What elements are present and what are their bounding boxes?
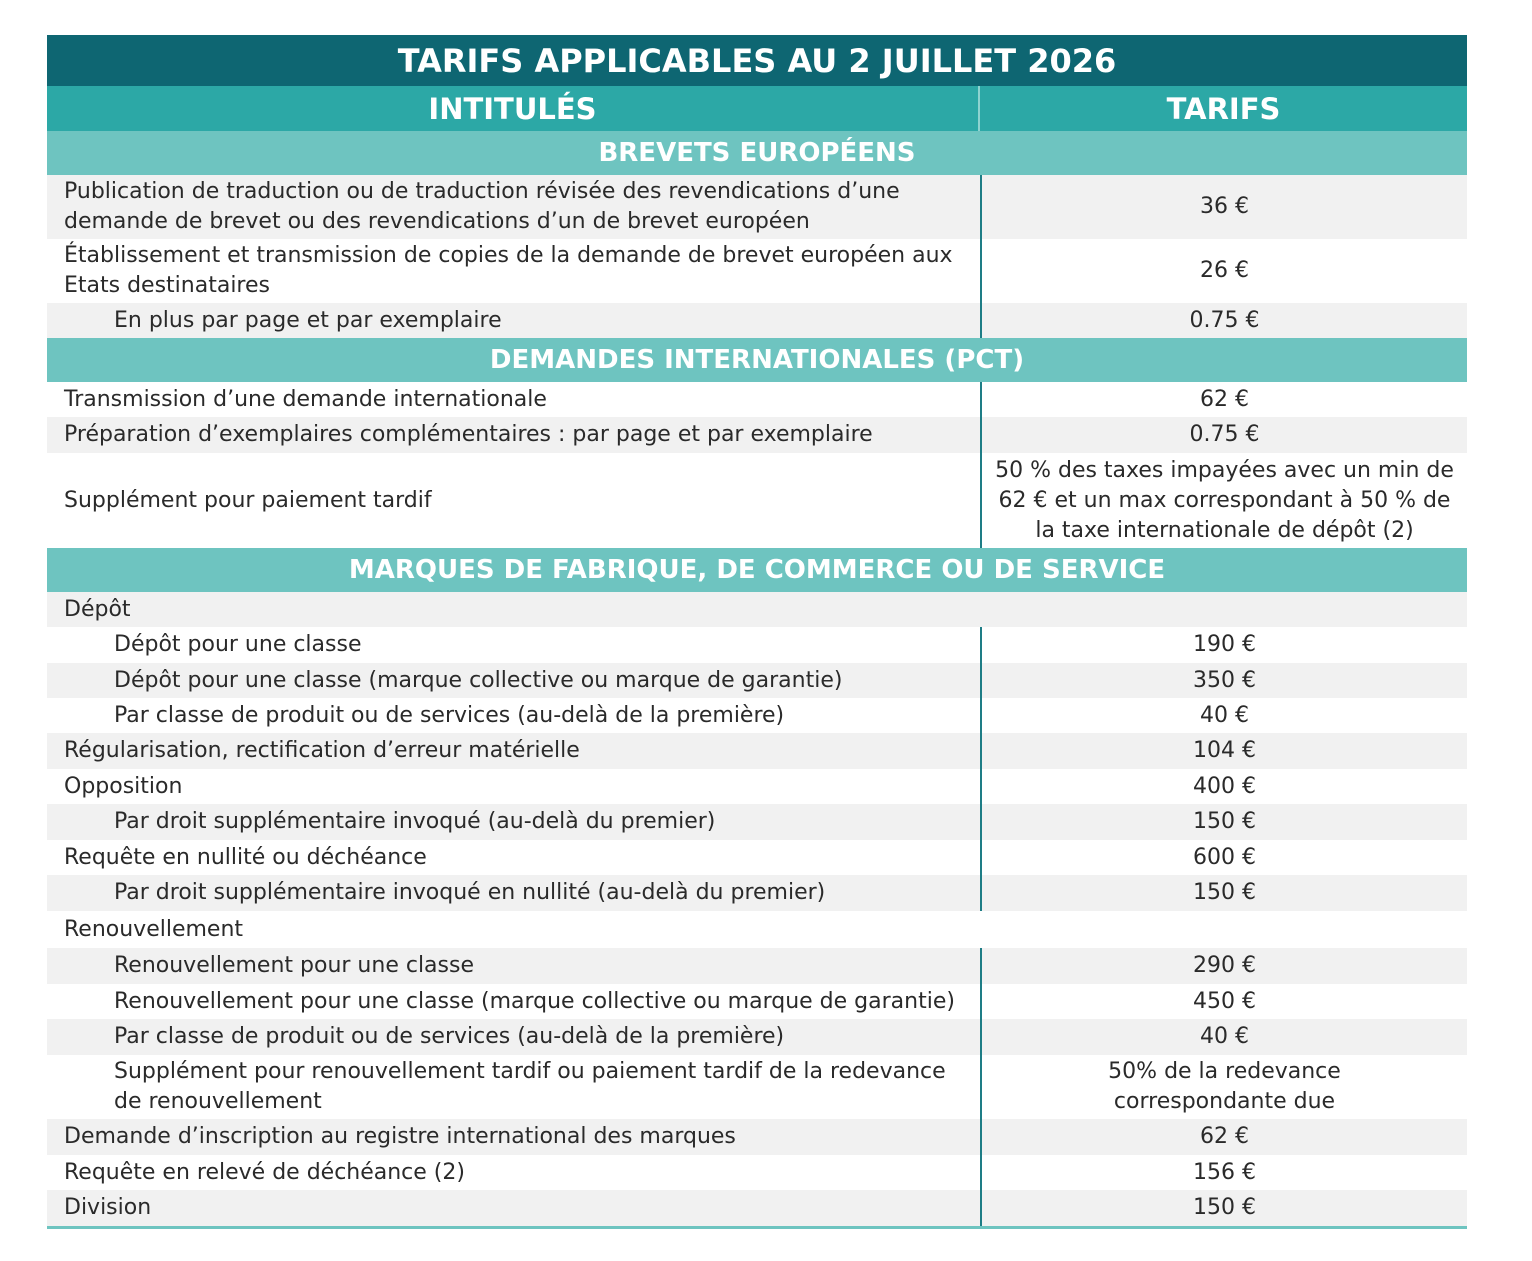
header-tarifs: TARIFS [1166,91,1281,126]
table-row [47,1119,1467,1155]
table-row [47,1019,1467,1055]
header-intitules: INTITULÉS [47,86,980,131]
row-value: 400 € [980,769,1467,804]
table-row [47,984,1467,1019]
row-label: Dépôt [64,596,131,622]
row-value: 600 € [980,840,1467,875]
row-label: Par classe de produit ou de services (au-delà de la première) [114,702,785,728]
row-label: Dépôt pour une classe [114,632,362,657]
table-row [47,733,1467,769]
table-row [47,911,1467,948]
row-label: Supplément pour renouvellement tardif ou paiement tardif de la redevance de renouvellement [114,1059,946,1114]
row-label: Publication de traduction ou de traduction révisée des revendications d’une demande de brevet ou des revendications d’un de brevet européen [64,179,900,234]
row-label: Demande d’inscription au registre international des marques [64,1124,736,1149]
row-value: 150 € [980,875,1467,911]
section-heading-marques: MARQUES DE FABRIQUE, DE COMMERCE OU DE SERVICE [47,548,1467,592]
row-value: 26 € [980,239,1467,303]
table-row [47,175,1467,239]
row-label: Opposition [64,773,183,799]
table-row [47,1055,1467,1119]
row-value: 0.75 € [980,417,1467,453]
table-row [47,1190,1467,1226]
section-heading-pct: DEMANDES INTERNATIONALES (PCT) [47,338,1467,382]
table-row [47,239,1467,303]
table-row [47,1155,1467,1190]
row-label: Préparation d’exemplaires complémentaires : par page et par exemplaire [64,422,873,447]
row-label: Renouvellement [64,916,244,942]
table-row [47,948,1467,984]
table-row [47,840,1467,875]
row-label: Par droit supplémentaire invoqué (au-delà du premier) [114,809,716,834]
table-row [47,417,1467,453]
row-label: Requête en nullité ou déchéance [64,844,427,870]
table-row [47,592,1467,627]
row-value: 40 € [980,698,1467,733]
row-value: 50% de la redevance correspondante due [980,1055,1467,1119]
table-row [47,804,1467,840]
table-row [47,769,1467,804]
row-value: 450 € [980,984,1467,1019]
row-value: 150 € [980,804,1467,840]
row-value: 350 € [980,663,1467,698]
table-row [47,875,1467,911]
row-value [980,592,1467,627]
header-row [47,86,1467,131]
table-row [47,698,1467,733]
section-heading-brevets: BREVETS EUROPÉENS [47,131,1467,175]
row-label: Régularisation, rectification d’erreur matérielle [64,738,580,763]
row-value: 104 € [980,733,1467,769]
table-row [47,303,1467,338]
row-label: Par droit supplémentaire invoqué en nullité (au-delà du premier) [114,880,826,905]
bottom-rule [47,1226,1467,1229]
table-row [47,382,1467,417]
table-row [47,663,1467,698]
row-label: Renouvellement pour une classe (marque collective ou marque de garantie) [114,988,955,1014]
row-value: 50 % des taxes impayées avec un min de 62 € et un max correspondant à 50 % de la taxe internationale de dépôt (2) [980,453,1467,548]
row-label: En plus par page et par exemplaire [114,307,502,333]
row-label: Supplément pour paiement tardif [64,487,432,513]
row-value: 150 € [980,1190,1467,1226]
row-label: Requête en relevé de déchéance (2) [64,1159,465,1185]
row-value: 190 € [980,627,1467,663]
row-label: Par classe de produit ou de services (au-delà de la première) [114,1024,785,1049]
row-label: Transmission d’une demande internationale [64,386,547,412]
row-value: 40 € [980,1019,1467,1055]
row-value: 290 € [980,948,1467,984]
row-label: Établissement et transmission de copies de la demande de brevet européen aux Etats destinataires [64,243,953,298]
row-value: 36 € [980,175,1467,239]
table-title: TARIFS APPLICABLES AU 2 JUILLET 2026 [47,35,1467,86]
row-value: 62 € [980,382,1467,417]
row-value [980,911,1467,948]
row-value: 156 € [980,1155,1467,1190]
tariff-table [47,35,1467,1229]
table-row [47,453,1467,548]
row-value: 62 € [980,1119,1467,1155]
row-label: Renouvellement pour une classe [114,953,474,978]
row-label: Dépôt pour une classe (marque collective ou marque de garantie) [114,667,843,693]
row-value: 0.75 € [980,303,1467,338]
table-row [47,627,1467,663]
row-label: Division [64,1195,152,1220]
